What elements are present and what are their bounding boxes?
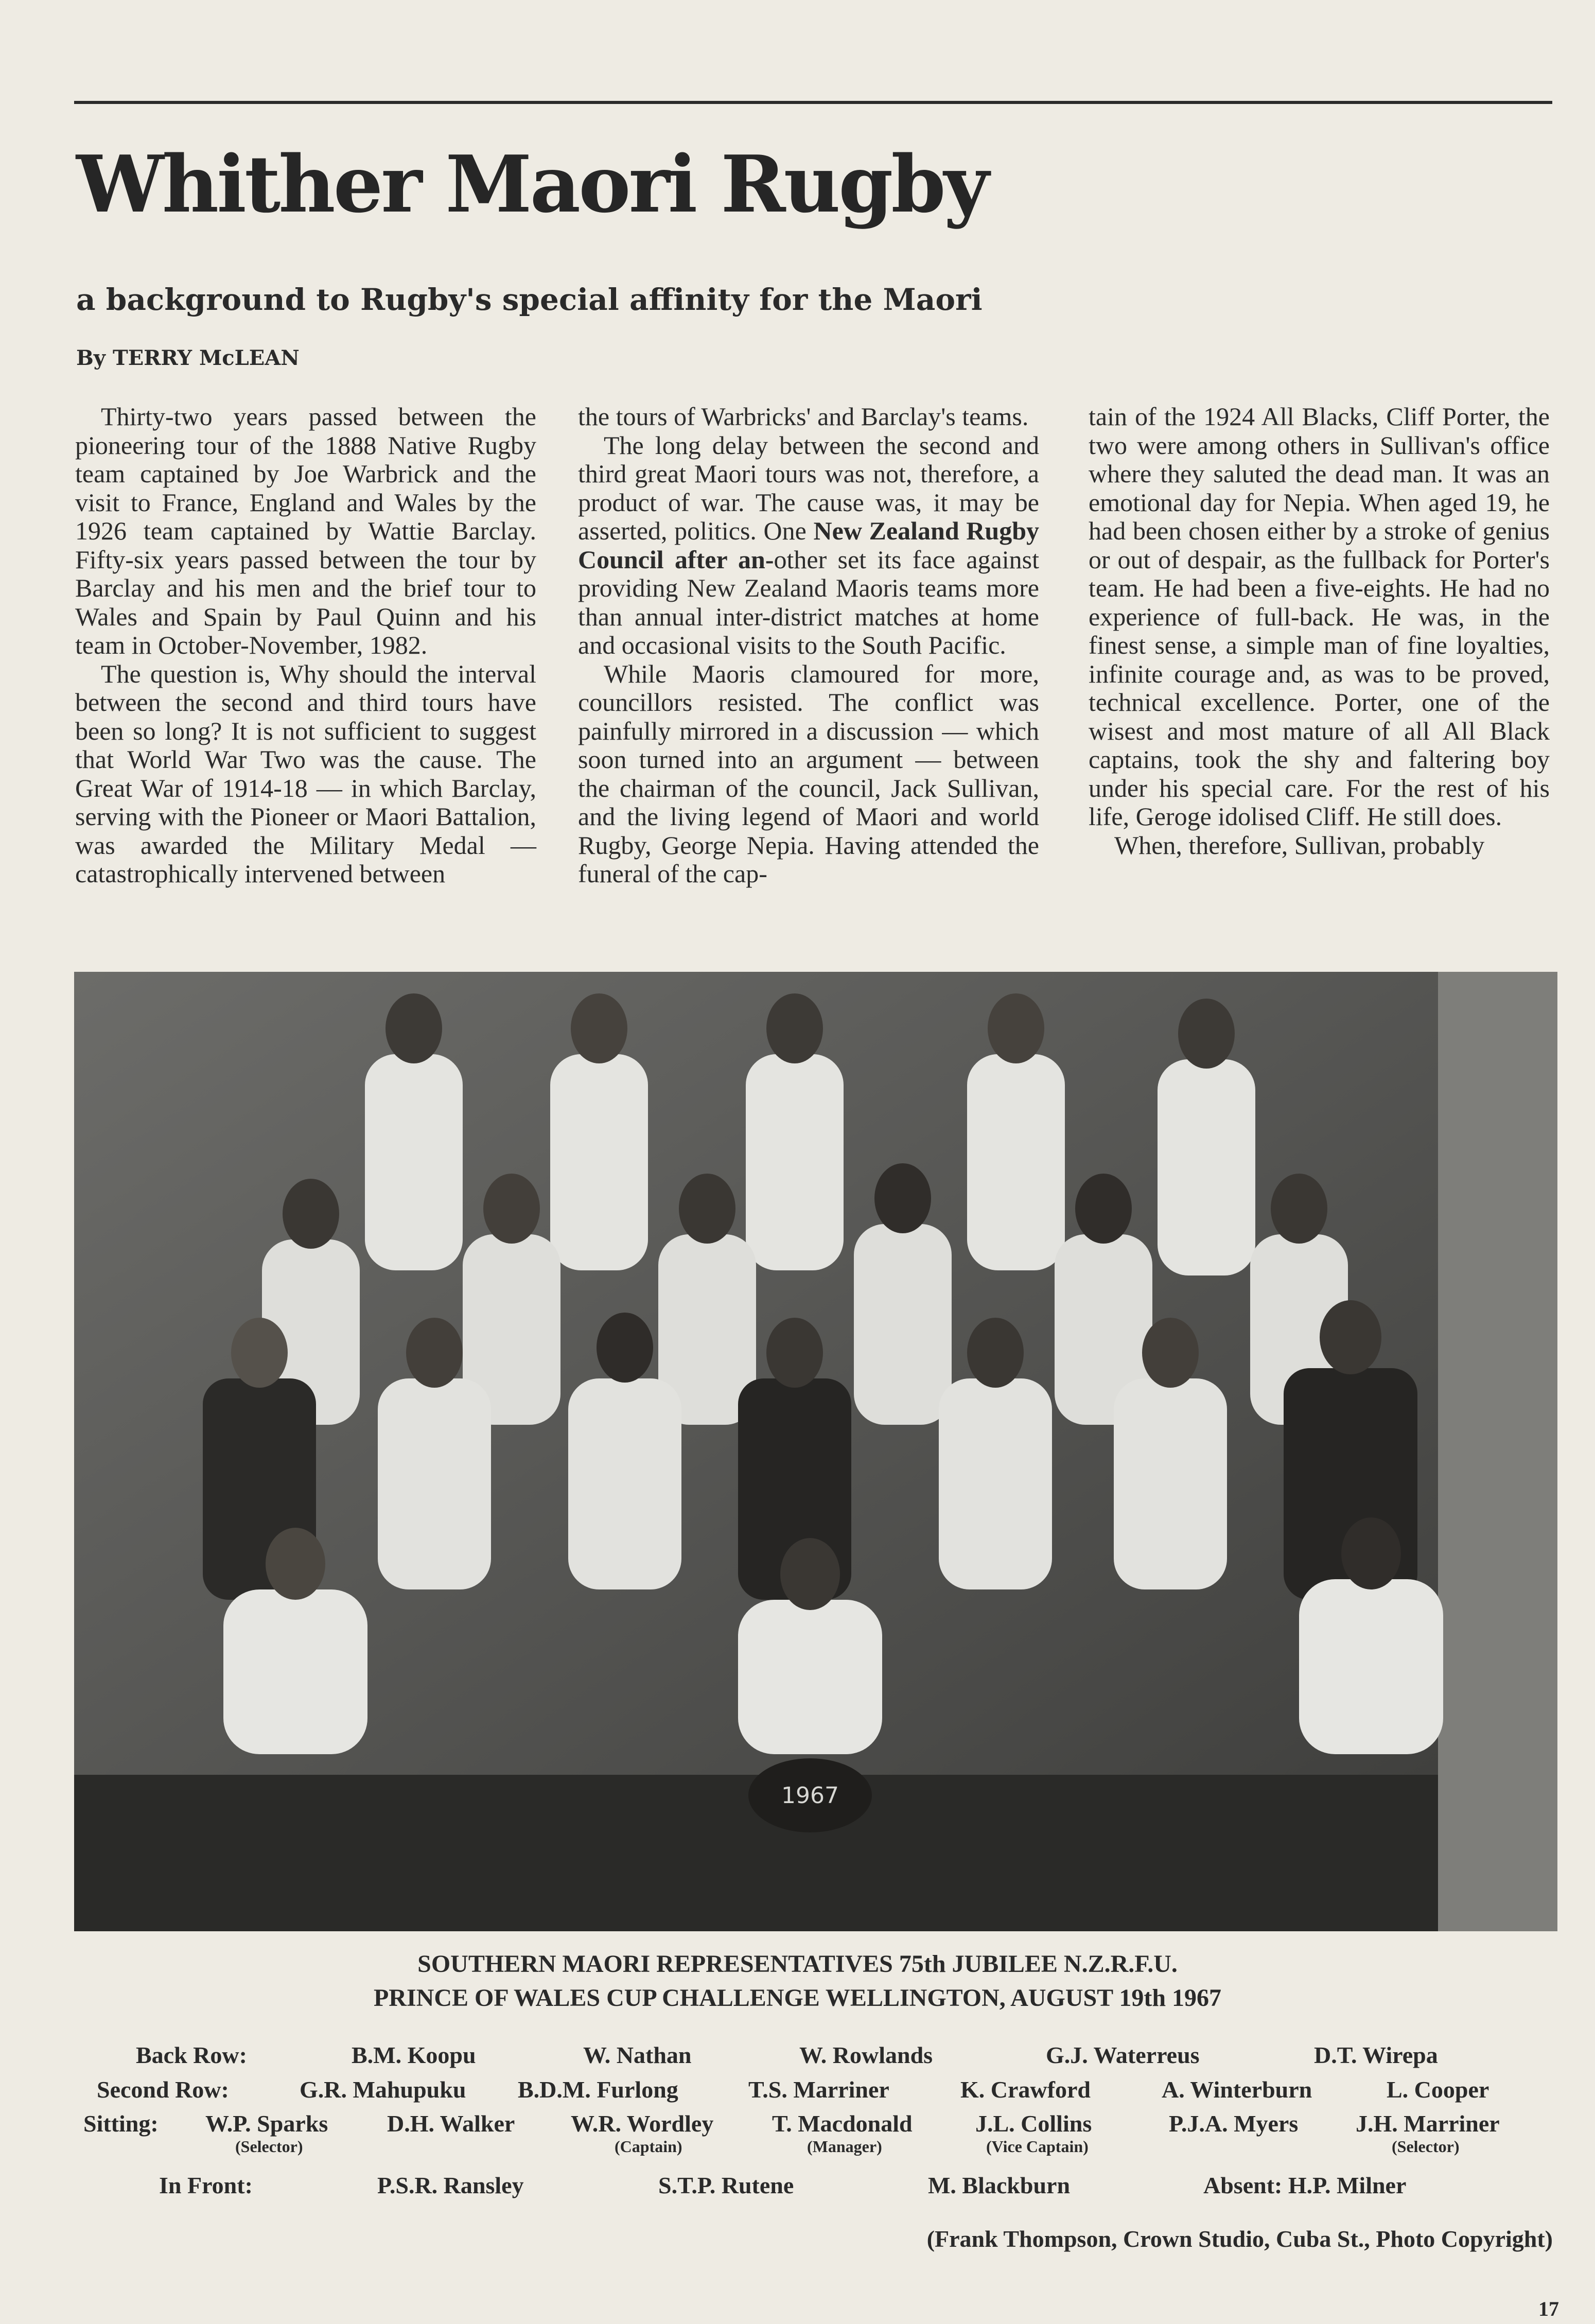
caption-line-2: PRINCE OF WALES CUP CHALLENGE WELLINGTON, AUGUST 19th 1967 xyxy=(373,1984,1222,2012)
back-row-label: Back Row: xyxy=(136,2042,247,2068)
name: T. Macdonald xyxy=(772,2110,913,2137)
role-label: (Vice Captain) xyxy=(986,2137,1089,2156)
paragraph: the tours of Warbricks' and Barclay's teams. xyxy=(578,402,1029,431)
name: D.H. Walker xyxy=(387,2110,515,2137)
name: G.J. Waterreus xyxy=(1046,2042,1200,2068)
name: W. Rowlands xyxy=(799,2042,933,2068)
paragraph: The question is, Why should the interval between the second and third tours have been so long? It is not sufficient to suggest that World War Two was the cause. The Great War of 1914-18 — in which Barclay, serving with the Pioneer or Maori Battalion, was awarded the Military Medal — catastrophically intervened between xyxy=(75,659,536,888)
byline: By TERRY McLEAN xyxy=(76,346,300,370)
rugby-ball xyxy=(748,1758,872,1832)
name: J.L. Collins xyxy=(975,2110,1092,2137)
name: J.H. Marriner xyxy=(1356,2110,1500,2137)
name: A. Winterburn xyxy=(1162,2076,1312,2103)
team-photo xyxy=(74,972,1557,1931)
second-row-label: Second Row: xyxy=(97,2076,229,2103)
caption-line-1: SOUTHERN MAORI REPRESENTATIVES 75th JUBILEE N.Z.R.F.U. xyxy=(417,1950,1178,1978)
page-number: 17 xyxy=(1538,2297,1559,2320)
name: K. Crawford xyxy=(960,2076,1091,2103)
team-photo-drawing xyxy=(74,972,1557,1931)
name: L. Cooper xyxy=(1387,2076,1489,2103)
name: M. Blackburn xyxy=(928,2172,1071,2198)
column-1 xyxy=(75,403,536,888)
paragraph: While Maoris clamoured for more, councillors resisted. The conflict was painfully mirrored in a discussion — which soon turned into an argument — between the chairman of the council, Jack Sullivan, and the living legend of Maori and world Rugby, George Nepia. Having attended the funeral of the cap- xyxy=(578,659,1039,888)
paragraph xyxy=(578,431,1039,660)
name: B.D.M. Furlong xyxy=(518,2076,678,2103)
name: P.J.A. Myers xyxy=(1169,2110,1299,2137)
article-title: Whither Maori Rugby xyxy=(76,138,987,230)
role-label: (Selector) xyxy=(1392,2137,1460,2156)
paragraph: tain of the 1924 All Blacks, Cliff Porter, the two were among others in Sullivan's office where they saluted the dead man. It was an emotional day for Nepia. When aged 19, he had been chosen either by a stroke of genius or out of despair, as the fullback for Porter's team. He had been a five-eights. He had no experience of full-back. He was, in the finest sense, a simple man of fine loyalties, infinite courage and, as was to be proved, technical excellence. Porter, one of the wisest and most mature of all All Black captains, took the shy and faltering boy under his special care. For the rest of his life, Geroge idolised Cliff. He still does. xyxy=(1089,402,1550,831)
name: S.T.P. Rutene xyxy=(658,2172,794,2198)
name: P.S.R. Ransley xyxy=(377,2172,524,2198)
photo-wall-panel xyxy=(1438,972,1557,1931)
photo-credit: (Frank Thompson, Crown Studio, Cuba St., Photo Copyright) xyxy=(926,2226,1553,2252)
absent-note: Absent: H.P. Milner xyxy=(1203,2172,1407,2198)
role-label: (Selector) xyxy=(235,2137,303,2156)
name: W. Nathan xyxy=(583,2042,692,2068)
column-3 xyxy=(1089,403,1550,860)
name: G.R. Mahupuku xyxy=(300,2076,466,2103)
ball-year-label: 1967 xyxy=(781,1783,839,1809)
role-label: (Manager) xyxy=(807,2137,882,2156)
sitting-label: Sitting: xyxy=(83,2110,159,2137)
text-run: other set its face against providing New Zealand Maoris teams more than annual inter-district matches at home and occasional visits to the South Pacific. xyxy=(578,545,1039,659)
name: B.M. Koopu xyxy=(352,2042,476,2068)
paragraph: When, therefore, Sullivan, probably xyxy=(1114,830,1485,860)
bold-text-run: New Zealand Rugby Council after an- xyxy=(578,516,1039,574)
text-run: The long delay between the second and third great Maori tours was not, therefore, a product of war. The cause was, it may be asserted, politics. One xyxy=(578,430,1039,545)
name: D.T. Wirepa xyxy=(1314,2042,1438,2068)
article-subtitle: a background to Rugby's special affinity for the Maori xyxy=(76,282,983,317)
top-rule xyxy=(74,101,1552,104)
in-front-label: In Front: xyxy=(159,2172,253,2198)
column-2 xyxy=(578,403,1039,888)
paragraph: Thirty-two years passed between the pioneering tour of the 1888 Native Rugby team captained by Joe Warbrick and the visit to France, England and Wales by the 1926 team captained by Wattie Barclay. Fifty-six years passed between the tour by Barclay and his men and the brief tour to Wales and Spain by Paul Quinn and his team in October-November, 1982. xyxy=(75,402,536,659)
role-label: (Captain) xyxy=(615,2137,682,2156)
name: T.S. Marriner xyxy=(748,2076,889,2103)
name: W.P. Sparks xyxy=(205,2110,328,2137)
name: W.R. Wordley xyxy=(571,2110,714,2137)
